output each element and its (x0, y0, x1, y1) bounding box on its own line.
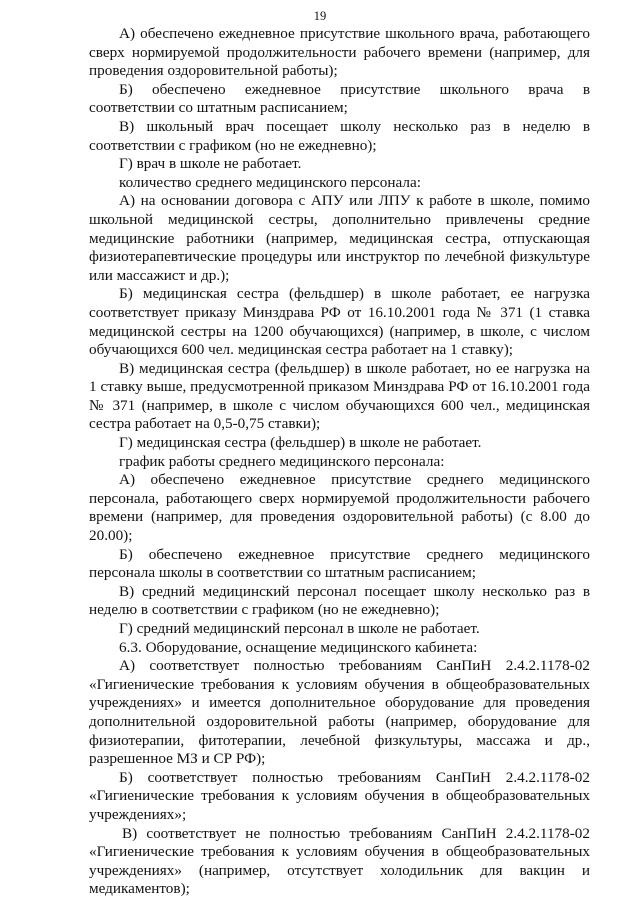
text-line: количество среднего медицинского персонала: (119, 173, 421, 191)
text-line: Б) медицинская сестра (фельдшер) в школе работает, ее нагрузка (119, 285, 590, 303)
text-line: 6.3. Оборудование, оснащение медицинского кабинета: (119, 638, 478, 656)
text-line: школьной медицинской сестры, дополнительно привлечены средние (89, 210, 590, 228)
text-line: 20.00); (89, 527, 133, 545)
text-line: сестра работает на 0,5-0,75 ставки); (89, 415, 321, 433)
text-line: обучающихся 600 чел. медицинская сестра работает на 1 ставку); (89, 341, 513, 359)
text-line: № 371 (например, в школе с числом обучающихся 600 чел., медицинская (89, 396, 590, 414)
text-line: сверх нормируемой продолжительности рабочего времени (например, для (89, 43, 590, 61)
text-line: Г) средний медицинский персонал в школе не работает. (119, 620, 480, 637)
text-line: соответствии со штатным расписанием; (89, 99, 348, 117)
text-line: А) соответствует полностью требованиям СанПиН 2.4.2.1178-02 (119, 657, 590, 675)
text-line: «Гигиенические требования к условиям обучения в общеобразовательных (89, 787, 590, 805)
text-line: персонала школы в соответствии со штатным расписанием; (89, 564, 476, 582)
text-line: физиотерапевтические процедуры или инструктор по лечебной физкультуре (89, 248, 590, 266)
text-line: неделю в соответствии с графиком (но не ежедневно); (89, 601, 440, 619)
text-line: учреждениях» (например, отсутствует холодильник для вакцин и (89, 861, 590, 879)
text-line: соответствии с графиком (но не ежедневно); (89, 136, 377, 154)
document-body (89, 25, 590, 899)
text-line: «Гигиенические требования к условиям обучения в общеобразовательных (89, 843, 590, 861)
text-line: «Гигиенические требования к условиям обучения в общеобразовательных (89, 675, 590, 693)
text-line: Г) врач в школе не работает. (119, 155, 302, 173)
text-line: разрешенное МЗ и СР РФ); (89, 750, 266, 768)
text-line: физиотерапии, фитотерапии, лечебной физкультуры, массажа и др., (89, 731, 590, 749)
text-line: график работы среднего медицинского персонала: (119, 452, 445, 470)
text-line: В) соответствует не полностью требованиям СанПиН 2.4.2.1178-02 (122, 824, 590, 842)
text-line: 1 ставку выше, предусмотренной приказом Минздрава РФ от 16.10.2001 года (89, 378, 590, 396)
text-line: или массажист и др.); (89, 266, 230, 284)
text-line: соответствует приказу Минздрава РФ от 16.10.2001 года № 371 (1 ставка (89, 303, 590, 321)
text-line: учреждениях»; (89, 805, 187, 823)
text-line: А) обеспечено ежедневное присутствие школьного врача, работающего (119, 25, 590, 42)
text-line: Б) соответствует полностью требованиям СанПиН 2.4.2.1178-02 (119, 768, 590, 786)
text-line: дополнительной оздоровительной работы (например, оборудование для (89, 712, 590, 730)
text-line: медикаментов); (89, 880, 190, 898)
text-line: проведения оздоровительной работы); (89, 62, 338, 80)
text-line: В) школьный врач посещает школу несколько раз в неделю в (119, 117, 590, 135)
text-line: Г) медицинская сестра (фельдшер) в школе не работает. (119, 434, 482, 452)
text-line: времени (например, для проведения оздоровительной работы) (с 8.00 до (89, 508, 590, 526)
text-line: В) медицинская сестра (фельдшер) в школе работает, но ее нагрузка на (119, 359, 590, 377)
text-line: А) на основании договора с АПУ или ЛПУ к работе в школе, помимо (119, 192, 590, 210)
text-line: персонала, работающего сверх нормируемой продолжительности рабочего (89, 489, 590, 507)
text-line: Б) обеспечено ежедневное присутствие среднего медицинского (119, 545, 590, 563)
text-line: учреждениях» и имеется дополнительное оборудование для проведения (89, 694, 590, 712)
page-number: 19 (313, 9, 327, 23)
text-line: медицинской сестры на 1200 обучающихся) (например, в школе, с числом (89, 322, 590, 340)
text-line: Б) обеспечено ежедневное присутствие школьного врача в (119, 80, 590, 98)
text-line: А) обеспечено ежедневное присутствие среднего медицинского (119, 471, 590, 489)
text-line: В) средний медицинский персонал посещает школу несколько раз в (119, 582, 590, 600)
text-line: медицинские работники (например, медицинская сестра, отпускающая (89, 229, 590, 247)
